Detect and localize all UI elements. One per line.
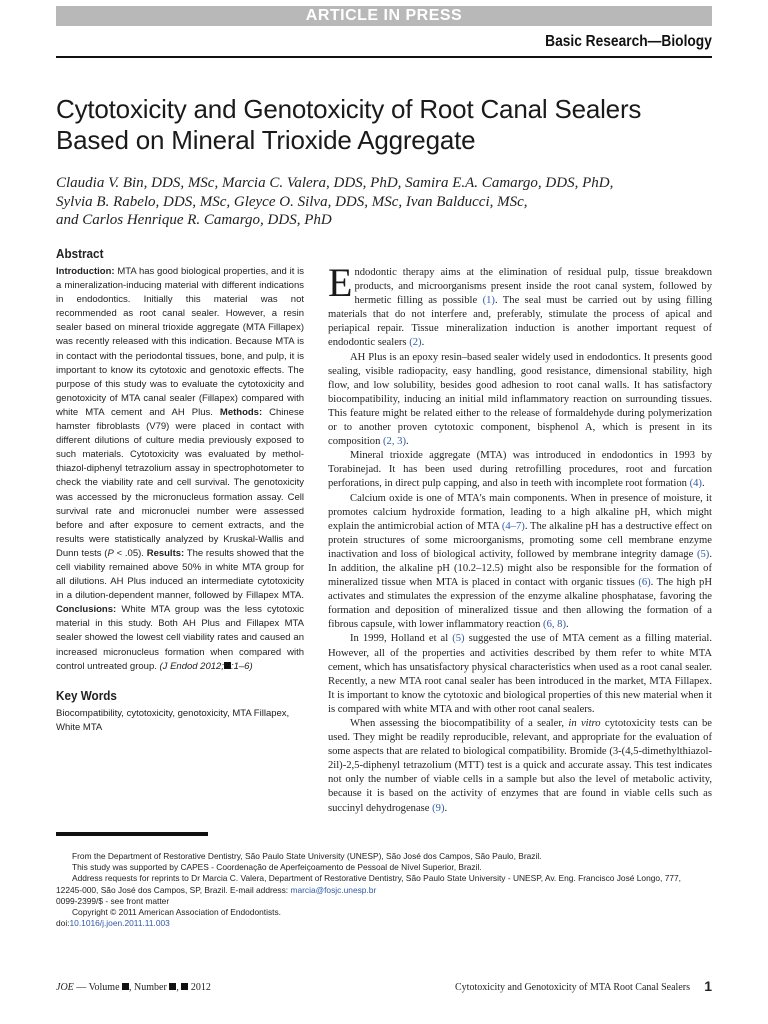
copyright-note: Copyright © 2011 American Association of Endodontists.	[72, 907, 281, 918]
journal-abbrev: JOE	[56, 982, 74, 993]
citation-b: :1–6)	[230, 660, 253, 672]
address-note-cont	[56, 885, 712, 896]
body-text: cytotoxicity tests can be used. They might be readily reproducible, relevant, and appropriate for the evaluation of some aspects that are related to biological compatibility. Bromide (3-(4,5-dimethylthiazol-2il)-2,5-diphenyl tetrazolium (MTT) test is a quick and accurate assay. This test indicates not only the number of viable cells in a sample but also the level of metabolic activity, because it is based on the activity of enzymes that are found in viable cells such as succinyl dehydrogenase	[328, 718, 712, 814]
body-text: AH Plus is an epoxy resin–based sealer widely used in endodontics. It presents good sealing, visible radiopacity, easy handling, good resistance, dimensional stability, high flow, and low solubility, besides good adhesion to root canal walls. It has satisfactory biocompatibility, inducing an initial mild inflammatory reaction on surrounding tissues. This feature might be related either to the release of formaldehyde during polymerization or to another proven cytotoxic component, bisphenol A, which is present in its composition	[328, 351, 712, 448]
reference-link[interactable]: (5)	[696, 548, 710, 560]
keywords-heading: Key Words	[56, 687, 117, 703]
body-text: .	[701, 478, 705, 490]
abstract-column	[56, 246, 304, 735]
funding-note: This study was supported by CAPES - Coordenação de Aperfeiçoamento de Pessoal de Nível Superior, Brazil.	[72, 862, 482, 873]
citation-a: (J Endod 2012;	[159, 660, 224, 672]
body-text: Mineral trioxide aggregate (MTA) was introduced in endodontics in 1993 by Torabinejad. It has been used during retrofilling procedures, root and furcation perforations, in direct pulp capping, and also in teeth with incomplete root formation	[328, 450, 712, 490]
reference-link[interactable]: (5)	[452, 633, 465, 645]
reference-link[interactable]: (4–7)	[501, 520, 525, 532]
body-text: .	[405, 436, 409, 448]
results-label: Results:	[146, 547, 185, 559]
section-label: Basic Research—Biology	[545, 33, 712, 50]
body-paragraph	[328, 717, 712, 816]
body-text: . The alkaline pH has a destructive effect on protein structures of some microorganisms, promoting some cell membrane enzyme inactivation and loss of biological activity, followed by membrane integrity damage	[328, 520, 713, 560]
body-text: When assessing the biocompatibility of a sealer,	[350, 718, 569, 729]
address-text: 12245-000, São José dos Campos, SP, Brazil. E-mail address:	[56, 884, 291, 895]
doi-link[interactable]: 10.1016/j.joen.2011.11.003	[69, 918, 170, 929]
reference-link[interactable]: (2)	[409, 337, 422, 349]
doi-label: doi:	[56, 918, 70, 929]
drop-cap: E	[328, 260, 353, 305]
reference-link[interactable]: (2, 3)	[383, 436, 406, 448]
article-in-press-banner: ARTICLE IN PRESS	[56, 6, 712, 26]
methods-label: Methods:	[219, 406, 263, 418]
author-list	[56, 174, 716, 230]
body-text: Calcium oxide is one of MTA's main components. When in presence of moisture, it promotes calcium hydroxide formation, leading to a high alkaline pH, which might explain the antimicrobial action of MTA	[328, 492, 712, 532]
methods-text: Chinese hamster fibroblasts (V79) were placed in contact with different dilutions of culture media previously exposed to such materials. Cytotoxicity was evaluated by methol-thiazol-diphenyl tetrazolium assay in spectrophotometer to check the viability rate and cell survival. The genotoxicity was accessed by the micronucleus formation assay. Cell survival rate and micronuclei number were assessed before and after exposure to cement extracts, and the results were statistically analyzed by Kruskal-Wallis and Dunn tests (	[56, 406, 304, 559]
keywords-text: Biocompatibility, cytotoxicity, genotoxicity, MTA Fillapex, White MTA	[56, 707, 290, 733]
issn-note: 0099-2399/$ - see front matter	[56, 895, 170, 906]
affiliation-note: From the Department of Restorative Dentistry, São Paulo State University (UNESP), São José dos Campos, São Paulo, Brazil.	[72, 851, 542, 861]
author-line: Sylvia B. Rabelo, DDS, MSc, Gleyce O. Silva, DDS, MSc, Ivan Balducci, MSc,	[56, 193, 528, 210]
body-paragraph	[328, 492, 712, 633]
methods-tail: < .05).	[113, 547, 147, 559]
reference-link[interactable]: (4)	[689, 478, 702, 490]
reference-link[interactable]: (6, 8)	[543, 619, 566, 631]
body-paragraph	[328, 351, 712, 450]
author-line: and Carlos Henrique R. Camargo, DDS, PhD	[56, 212, 332, 228]
body-text: ndodontic therapy aims at the elimination of residual pulp, tissue breakdown products, and microorganisms present inside the root canal system, followed by hermetic filling as possible	[354, 267, 712, 307]
abstract-heading: Abstract	[56, 246, 104, 261]
body-paragraph	[328, 449, 712, 491]
doi-note	[56, 918, 712, 929]
page-number: 1	[704, 978, 712, 994]
p-value-symbol: P	[107, 547, 114, 559]
email-link[interactable]: marcia@fosjc.unesp.br	[290, 884, 377, 895]
running-title: Cytotoxicity and Genotoxicity of MTA Root Canal Sealers	[455, 982, 690, 993]
footer-journal-info	[56, 980, 211, 996]
body-text: suggested the use of MTA cement as a filling material. However, all of the properties and activities described by them refer to white MTA cement, which has unsatisfactory physical characteristics when used as a root canal sealer. Recently, a new MTA root canal sealer has been introduced in the market, MTA Fillapex. It is important to know the cytotoxic and biological properties of this new material when it is compared with white MTA and with other root canal sealers.	[328, 633, 713, 715]
conclusions-text: White MTA group was the less cytotoxic material in this study. Both AH Plus and Fillapex MTA sealer showed the lowest cell viability rates and caused an increased micronucleus formation when compared with control untreated group.	[56, 604, 304, 672]
emphasis-text: in vitro	[568, 718, 601, 729]
body-text: .	[444, 802, 448, 814]
author-line: Claudia V. Bin, DDS, MSc, Marcia C. Valera, DDS, PhD, Samira E.A. Camargo, DDS, PhD,	[56, 175, 614, 191]
footnote-rule	[56, 832, 208, 836]
placeholder-square-icon	[122, 983, 129, 990]
number-label: , Number	[129, 982, 170, 993]
reference-link[interactable]: (9)	[432, 802, 445, 814]
volume-label: — Volume	[73, 982, 123, 993]
body-text: . The high pH activates and stimulates the expression of the enzyme alkaline phosphatase, favoring the formation and deposition of mineralized tissue and then allowing the formation of a fibrous capsule, with lower inflammatory reaction	[328, 577, 712, 631]
reference-link[interactable]: (1)	[482, 295, 495, 307]
body-paragraph	[328, 632, 712, 717]
results-text: The results showed that the cell viability remained above 50% in white MTA group for all dilutions. AH Plus induced an intermediate cytotoxicity in a dilution-dependent manner, followed by Fillapex MTA.	[56, 547, 305, 602]
reference-link[interactable]: (6)	[638, 577, 651, 589]
body-text: .	[421, 337, 425, 349]
intro-label: Introduction:	[56, 266, 115, 277]
separator: ,	[176, 982, 182, 993]
footnotes	[56, 851, 712, 929]
abstract-text	[56, 265, 304, 674]
address-note: Address requests for reprints to Dr Marcia C. Valera, Department of Restorative Dentistry, São Paulo State University - UNESP, Av. Eng. Francisco José Longo, 777,	[72, 873, 682, 884]
body-text: . The seal must be carried out by using filling materials that do not interfere and, preferably, stimulate the process of apical and periapical repair. Tissue mineralization induction is another important request of endodontic sealers	[328, 295, 712, 349]
body-column	[328, 260, 713, 816]
body-text: . In addition, the alkaline pH (10.2–12.5) might also be responsible for the formation of mineralized tissue when MTA is placed in contact with organic tissues	[328, 548, 712, 589]
placeholder-square-icon	[224, 662, 231, 669]
intro-text: MTA has good biological properties, and it is a mineralization-inducing material with different indications in endodontics. Initially this material was not recommended as root canal sealer. However, a resin sealer based on mineral trioxide aggregate (MTA Fillapex) was recently released with this indication. Because MTA is in contact with the periodontal tissues, bone, and pulp, it is important to know its cytotoxic and genotoxic effects. The purpose of this study was to evaluate the cytotoxicity and genotoxicity of MTA canal sealer (Fillapex) compared with white MTA cement and AH Plus.	[56, 266, 304, 418]
page-footer	[56, 980, 712, 996]
header-rule	[56, 56, 712, 58]
body-text: .	[566, 619, 569, 631]
conclusions-label: Conclusions:	[56, 604, 117, 616]
year: 2012	[188, 982, 211, 993]
body-text: In 1999, Holland et al	[350, 633, 453, 645]
article-title: Cytotoxicity and Genotoxicity of Root Canal Sealers Based on Mineral Trioxide Aggregate	[56, 94, 642, 155]
body-paragraph	[328, 260, 712, 351]
